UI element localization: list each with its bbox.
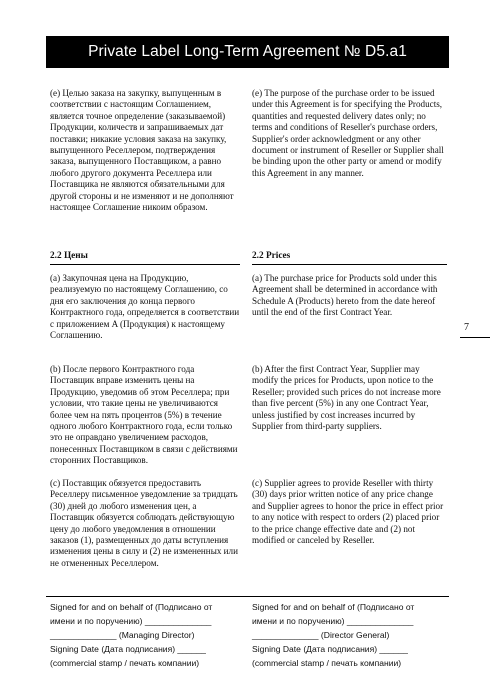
signature-block-reseller: [50, 600, 250, 670]
signature-line-3: ______________ (Managing Director): [50, 630, 195, 640]
clause-a-ru: (a) Закупочная цена на Продукцию, реализуемую по настоящему Соглашению, со дня его заключения до конца первого Контрактного года, определяется в соответствии с приложением A (Продукция) к настоящему Соглашению.: [50, 273, 240, 341]
section-title-ru: 2.2 Цены: [50, 251, 88, 261]
clause-e-ru: (e) Целью заказа на закупку, выпущенным в соответствии с настоящим Соглашением, является точное определение (заказываемой) Продукции, количеств и запрашиваемых дат поставки; никакие условия заказа на закупку, выпущенного Реселлером, подтверждения заказа, выпущенного Поставщиком, а равно любого другого документа Реселлера или Поставщика не являются обязательными для другой стороны и не изменяют и не дополняют настоящее Соглашение никоим образом.: [50, 88, 234, 213]
clause-e-en: (e) The purpose of the purchase order to be issued under this Agreement is for specifying the Products, quantities and requested delivery dates only; no terms and conditions of Reseller's purchase orders, Supplier's order acknowledgment or any other document or instrument of Reseller or Supplier shall be binding upon the other party or amend or modify this Agreement in any manner.: [252, 88, 444, 178]
section-title-en: 2.2 Prices: [252, 251, 291, 261]
signature-line-1: Signed for and on behalf of (Подписано от: [50, 602, 213, 612]
document-title: Private Label Long-Term Agreement № D5.a1: [46, 36, 449, 68]
clause-c-en: (c) Supplier agrees to provide Reseller with thirty (30) days prior written notice of any price change and Supplier agrees to honor the price in effect prior to any notice with respect to orders (2) placed prior to the price change effective date and (2) not modified or canceled by Reseller.: [252, 478, 444, 546]
signature-line-1: Signed for and on behalf of (Подписано от: [252, 602, 415, 612]
clause-c-ru: (c) Поставщик обязуется предоставить Реселлеру письменное уведомление за тридцать (30) дней до любого изменения цен, а Поставщик обязуется соблюдать действующую цену до любого уведомления в отношении заказов (1), размещенных до даты вступления изменения цены в силу и (2) не измененных или не отмененных Реселлером.: [50, 478, 238, 568]
signature-line-2: имени и по поручению) ______________: [50, 616, 212, 626]
clause-b-ru: (b) После первого Контрактного года Поставщик вправе изменить цены на Продукцию, уведомив об этом Реселлера; при условии, что такие цены не увеличиваются более чем на пять процентов (5%) в течение одного любого Контрактного года, если только это не оправдано увеличением расходов, понесенных Поставщиком в связи с действиями сторонних Поставщиков.: [50, 364, 238, 466]
signature-line-2: имени и по поручению) ______________: [252, 616, 414, 626]
signature-line-5: (commercial stamp / печать компании): [252, 658, 402, 668]
page-number: 7: [464, 322, 469, 333]
signature-line-4: Signing Date (Дата подписания) ______: [50, 644, 206, 654]
signature-block-supplier: [252, 600, 452, 670]
signature-line-3: ______________ (Director General): [252, 630, 390, 640]
signature-line-4: Signing Date (Дата подписания) ______: [252, 644, 408, 654]
section-underline-ru: [50, 264, 240, 265]
footer-divider: [46, 596, 449, 597]
clause-b-en: (b) After the first Contract Year, Supplier may modify the prices for Products, upon notice to the Reseller; provided such prices do not increase more than five percent (5%) in any one Contract Year, unless justified by cost increases incurred by Supplier from third-party suppliers.: [252, 364, 441, 432]
clause-a-en: (a) The purchase price for Products sold under this Agreement shall be determined in accordance with Schedule A (Products) hereto from the date hereof until the end of the first Contract Year.: [252, 273, 438, 318]
section-underline-en: [252, 264, 447, 265]
page-number-rule: [460, 337, 490, 338]
signature-line-5: (commercial stamp / печать компании): [50, 658, 200, 668]
